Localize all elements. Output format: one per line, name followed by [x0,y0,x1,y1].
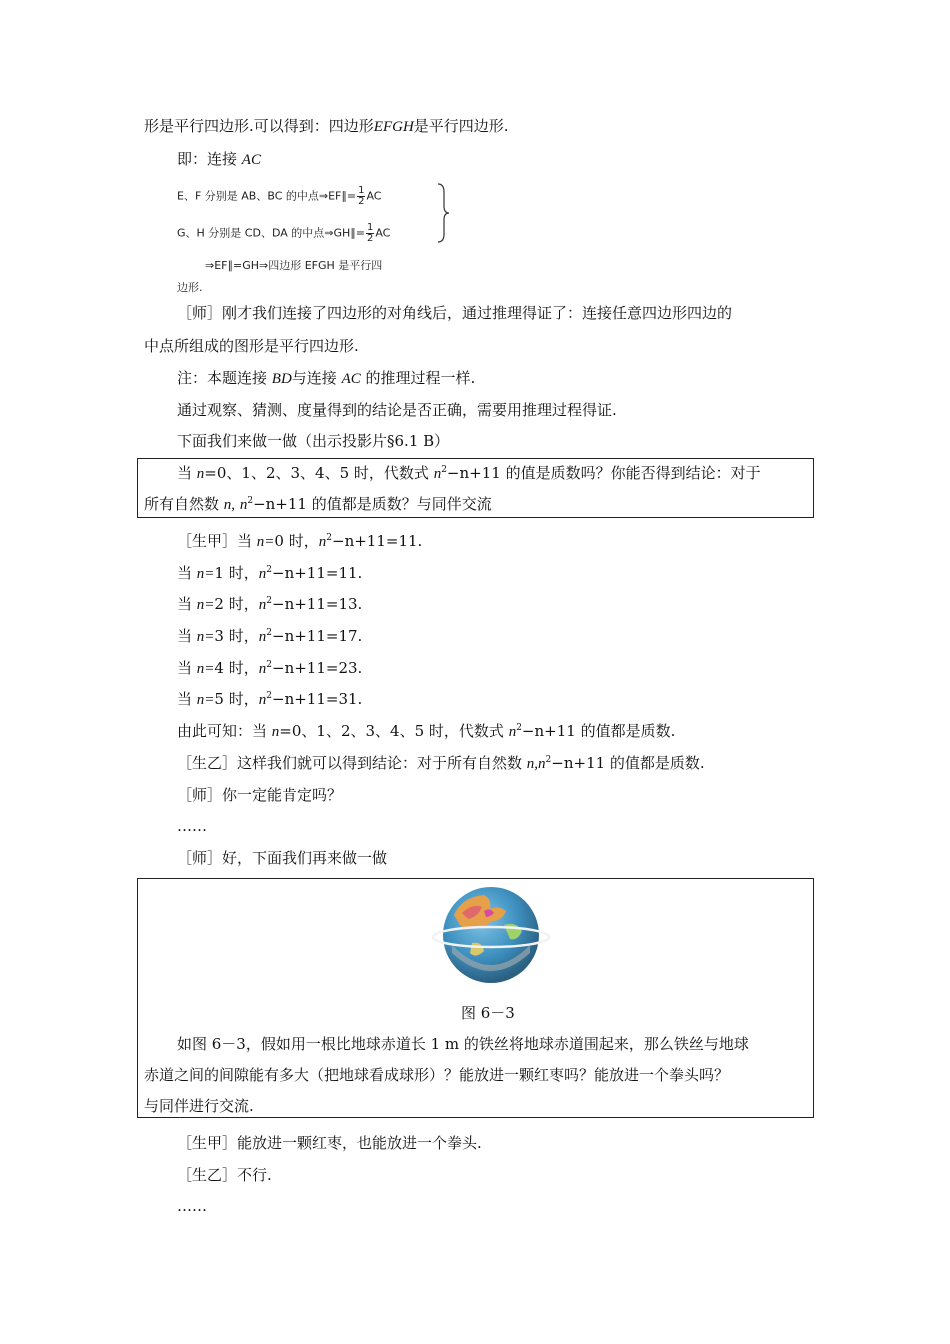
teacher-next: ［师］好，下面我们再来做一做 [177,849,388,867]
fraction-half: $\frac{1}{2}$ [366,222,374,244]
problem-1-line-2: 所有自然数 n, $n^2-n+11$ 的值都是质数？与同伴交流 [144,495,492,513]
calc-row: ［生甲］当 n=0 时，$n^2-n+11=11$. [177,532,423,550]
hence-line: 由此可知：当 n=0、1、2、3、4、5 时，代数式 $n^2-n+11$ 的值都是质数. [177,722,676,740]
derivation-conclusion: ⇒EF∥=GH⇒四边形 EFGH 是平行四 [205,259,383,272]
right-brace-icon [436,182,450,244]
ellipsis: …… [177,1197,207,1215]
problem-2-line-3: 与同伴进行交流. [144,1097,254,1115]
derivation-row-1: E、F 分别是 AB、BC 的中点⇒EF∥= $\frac{1}{2}$ AC [177,185,382,207]
calc-row: 当 n=4 时，$n^2-n+11=23$. [177,659,363,677]
earth-globe-figure [432,885,550,985]
ellipsis: …… [177,817,207,835]
calc-row: 当 n=5 时，$n^2-n+11=31$. [177,690,363,708]
observe-line: 通过观察、猜测、度量得到的结论是否正确，需要用推理过程得证. [177,401,617,419]
figure-caption: 图 6－3 [461,1004,515,1022]
note-line: 注：本题连接 BD与连接 AC 的推理过程一样. [177,369,476,387]
connect-ac: 即：连接 AC [177,150,261,168]
fraction-half: $\frac{1}{2}$ [358,185,365,207]
teacher-question: ［师］你一定能肯定吗？ [177,786,343,804]
student-b-answer: ［生乙］不行. [177,1166,272,1184]
calc-row: 当 n=1 时，$n^2-n+11=11$. [177,564,363,582]
problem-2-line-1: 如图 6－3，假如用一根比地球赤道长 1 m 的铁丝将地球赤道围起来，那么铁丝与地球 [177,1035,749,1053]
calc-row: 当 n=2 时，$n^2-n+11=13$. [177,595,363,613]
student-a-answer: ［生甲］能放进一颗红枣，也能放进一个拳头. [177,1134,482,1152]
problem-1-line-1: 当 n=0、1、2、3、4、5 时，代数式 $n^2-n+11$ 的值是质数吗？你能否得到结论：对于 [177,464,761,482]
teacher-remark-1: ［师］刚才我们连接了四边形的对角线后，通过推理得证了：连接任意四边形四边的 [177,304,733,322]
intro-line: 形是平行四边形.可以得到：四边形EFGH是平行四边形. [144,117,509,135]
derivation-row-2: G、H 分别是 CD、DA 的中点⇒GH∥= $\frac{1}{2}$ AC [177,222,391,244]
next-activity-line: 下面我们来做一做（出示投影片§6.1 B） [177,432,450,450]
teacher-remark-2: 中点所组成的图形是平行四边形. [144,337,359,355]
problem-2-line-2: 赤道之间的间隙能有多大（把地球看成球形）？能放进一颗红枣吗？能放进一个拳头吗？ [144,1066,730,1084]
calc-row: 当 n=3 时，$n^2-n+11=17$. [177,627,363,645]
derivation-conclusion-end: 边形. [177,281,203,294]
student-b-line: ［生乙］这样我们就可以得到结论：对于所有自然数 $n,n^2-n+11$ 的值都是质数. [177,754,705,772]
